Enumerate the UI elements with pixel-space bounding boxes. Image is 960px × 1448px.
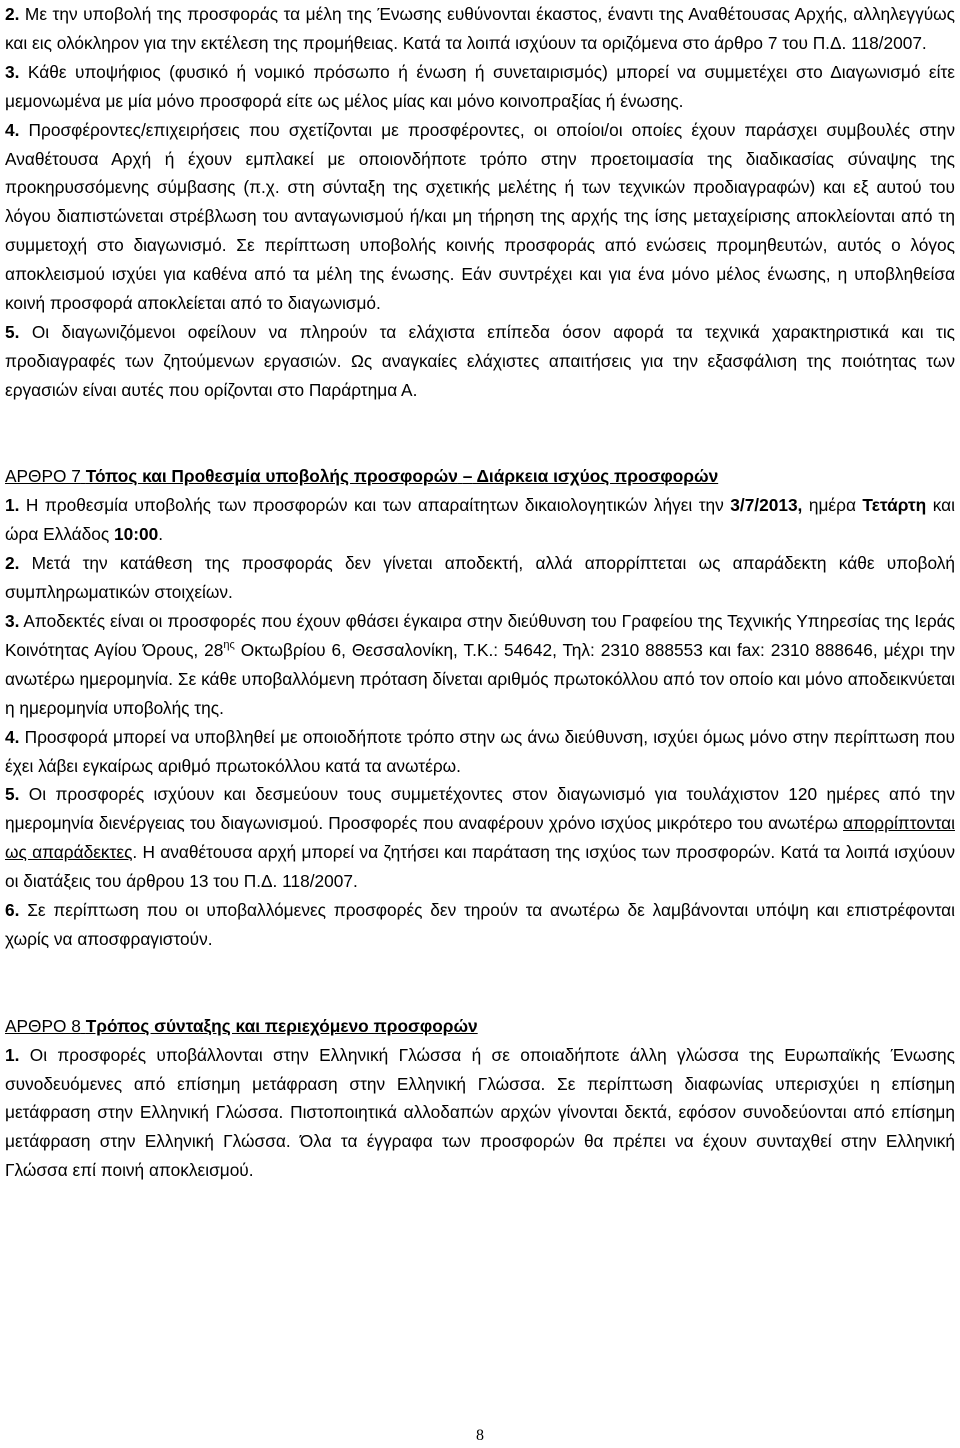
article7-paragraph-4: 4. Προσφορά μπορεί να υποβληθεί με οποιοδήποτε τρόπο στην ως άνω διεύθυνση, ισχύει όμως μόνο στην περίπτωση που έχει λάβει εγκαίρως αριθμό πρωτοκόλλου κατά τα ανωτέρω. <box>5 726 955 776</box>
page-number: 8 <box>476 1427 484 1444</box>
article8-heading: ΑΡΘΡΟ 8 Τρόπος σύνταξης και περιεχόμενο προσφορών <box>5 1015 478 1036</box>
article7-paragraph-1: 1. Η προθεσμία υποβολής των προσφορών και των απαραίτητων δικαιολογητικών λήγει την 3/7/2013, ημέρα Τετάρτη και ώρα Ελλάδος 10:00. <box>5 495 955 545</box>
section-spacer <box>5 405 955 463</box>
article7-paragraph-3: 3. Αποδεκτές είναι οι προσφορές που έχουν φθάσει έγκαιρα στην διεύθυνση του Γραφείου της Τεχνικής Υπηρεσίας της Ιεράς Κοινότητας Αγίου Όρους, $28^{\eta\varsigma}$ Οκτωβρίου 6, Θεσσαλονίκη, Τ.Κ.: 54642, Τηλ: 2310 888553 και fax: 2310 888646, μέχρι την ανωτέρω ημερομηνία. Σε κάθε υποβαλλόμενη πρόταση δίνεται αριθμός πρωτοκόλλου από τον οποίο και μόνο αποδεικνύεται η ημερομηνία υποβολής της. <box>5 611 956 718</box>
article7-paragraph-6: 6. Σε περίπτωση που οι υποβαλλόμενες προσφορές δεν τηρούν τα ανωτέρω δε λαμβάνονται υπόψη και επιστρέφονται χωρίς να αποσφραγιστούν. <box>5 900 955 949</box>
article8-paragraph-1: 1. Οι προσφορές υποβάλλονται στην Ελληνική Γλώσσα ή σε οποιαδήποτε άλλη γλώσσα της Ευρωπαϊκής Ένωσης συνοδευόμενες από επίσημη μετάφραση στην Ελληνική Γλώσσα. Σε περίπτωση διαφωνίας υπερισχύει η επίσημη μετάφραση στην Ελληνική Γλώσσα. Πιστοποιητικά αλλοδαπών αρχών γίνονται δεκτά, εφόσον συνοδεύονται από επίσημη μετάφραση στην Ελληνική Γλώσσα. Όλα τα έγγραφα των προσφορών θα πρέπει να έχουν συνταχθεί στην Ελληνική Γλώσσα επί ποινή αποκλεισμού. <box>5 1044 955 1181</box>
section-spacer <box>5 954 955 1012</box>
article7-paragraph-5: 5. Οι προσφορές ισχύουν και δεσμεύουν τους συμμετέχοντες στον διαγωνισμό για τουλάχιστον 120 ημέρες από την ημερομηνία διενέργειας του διαγωνισμού. Προσφορές που αναφέρουν χρόνο ισχύος μικρότερο του ανωτέρω απορρίπτονται ως απαράδεκτες. Η αναθέτουσα αρχή μπορεί να ζητήσει και παράταση της ισχύος των προσφορών. Κατά τα λοιπά ισχύουν οι διατάξεις του άρθρου 13 του Π.Δ. 118/2007. <box>5 784 955 892</box>
article7-paragraph-2: 2. Μετά την κατάθεση της προσφοράς δεν γίνεται αποδεκτή, αλλά απορρίπτεται ως απαράδεκτη κάθε υποβολή συμπληρωματικών στοιχείων. <box>5 553 955 603</box>
article7-heading: ΑΡΘΡΟ 7 Τόπος και Προθεσμία υποβολής προσφορών – Διάρκεια ισχύος προσφορών <box>5 466 719 487</box>
article6-paragraph-2: 2. Με την υποβολή της προσφοράς τα μέλη της Ένωσης ευθύνονται έκαστος, έναντι της Αναθέτουσας Αρχής, αλληλεγγύως και εις ολόκληρον για την εκτέλεση της προμήθειας. Κατά τα λοιπά ισχύουν τα οριζόμενα στο άρθρο 7 του Π.Δ. 118/2007. <box>5 4 955 53</box>
article6-paragraph-3: 3. Κάθε υποψήφιος (φυσικό ή νομικό πρόσωπο ή ένωση ή συνεταιρισμός) μπορεί να συμμετέχει στο Διαγωνισμό είτε μεμονωμένα με μία μόνο προσφορά είτε ως μέλος μίας και μόνο κοινοπραξίας ή ένωσης. <box>5 61 955 111</box>
article6-paragraph-5: 5. Οι διαγωνιζόμενοι οφείλουν να πληρούν τα ελάχιστα επίπεδα όσον αφορά τα τεχνικά χαρακτηριστικά και τις προδιαγραφές των ζητούμενων εργασιών. Ως αναγκαίες ελάχιστες απαιτήσεις για την εξασφάλιση της ποιότητας των εργασιών είναι αυτές που ορίζονται στο Παράρτημα Α. <box>5 321 955 400</box>
article6-paragraph-4: 4. Προσφέροντες/επιχειρήσεις που σχετίζονται με προσφέροντες, οι οποίοι/οι οποίες έχουν παράσχει συμβουλές στην Αναθέτουσα Αρχή ή έχουν εμπλακεί με οποιονδήποτε τρόπο στην προετοιμασία της διαδικασίας σύναψης της προκηρυσσόμενης σύμβασης (π.χ. στη σύνταξη της σχετικής μελέτης ή των τεχνικών προδιαγραφών) και εξ αυτού του λόγου διαπιστώνεται στρέβλωση του ανταγωνισμού ή/και μη τήρηση της αρχής της ίσης μεταχείρισης αποκλείονται από τη συμμετοχή στο διαγωνισμό. Σε περίπτωση υποβολής κοινής προσφοράς από ενώσεις προμηθευτών, αυτός ο λόγος αποκλεισμού ισχύει για καθένα από τα μέλη της ένωσης. Εάν συντρέχει και για ένα μόνο μέλος ένωσης, η υποβληθείσα κοινή προσφορά αποκλείεται από το διαγωνισμό. <box>5 119 955 314</box>
document-page <box>5 0 955 1185</box>
